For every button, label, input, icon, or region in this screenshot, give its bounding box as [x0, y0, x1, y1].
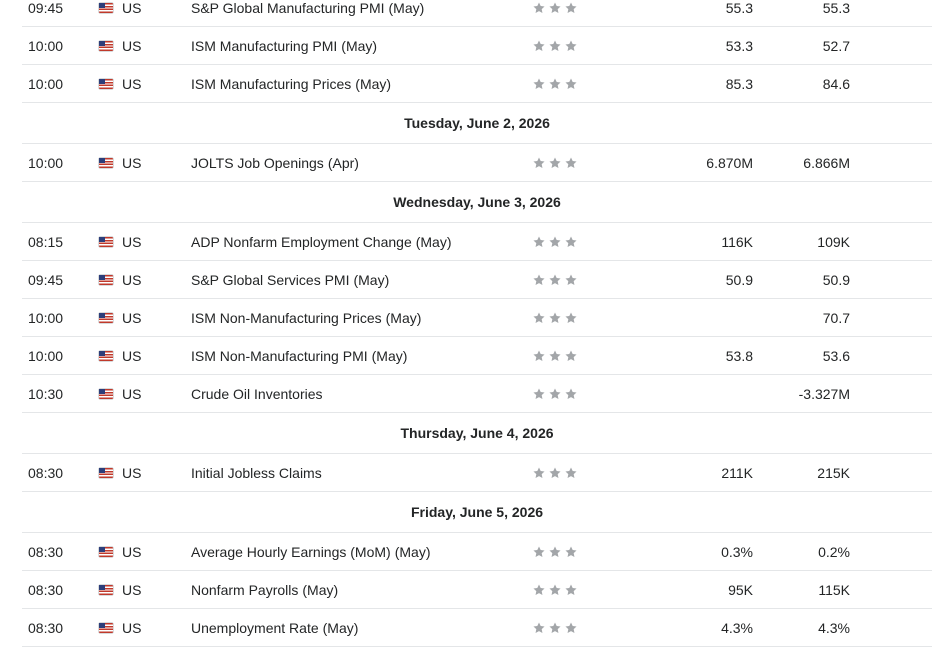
star-icon [564, 311, 578, 325]
event-country [99, 348, 141, 364]
event-period: (May) [385, 309, 422, 326]
event-name-link[interactable] [191, 348, 407, 364]
forecast-value: 215K [817, 464, 850, 481]
country-code: US [122, 154, 142, 171]
event-country [99, 272, 141, 288]
day-header: Friday, June 5, 2026 [22, 492, 932, 533]
event-time: 10:00 [28, 309, 64, 326]
country-code: US [122, 75, 142, 92]
event-name-link[interactable] [191, 0, 424, 16]
star-icon [532, 156, 546, 170]
star-icon [548, 387, 562, 401]
forecast-value: 4.3% [818, 619, 850, 636]
importance-rating [532, 311, 578, 325]
event-name: Crude Oil Inventories [191, 385, 323, 402]
star-icon [564, 621, 578, 635]
event-name-link[interactable] [191, 620, 358, 636]
star-icon [564, 77, 578, 91]
star-icon [532, 311, 546, 325]
event-name: ISM Non-Manufacturing PMI [191, 347, 368, 364]
us-flag-icon [99, 351, 113, 361]
us-flag-icon [99, 623, 113, 633]
event-country [99, 155, 141, 171]
country-code: US [122, 233, 142, 250]
star-icon [548, 466, 562, 480]
importance-rating [532, 583, 578, 597]
day-header: Thursday, June 4, 2026 [22, 413, 932, 454]
event-period: (May) [415, 233, 452, 250]
star-icon [548, 349, 562, 363]
forecast-value: 84.6 [822, 75, 850, 92]
event-name-link[interactable] [191, 544, 431, 560]
star-icon [532, 349, 546, 363]
star-icon [532, 235, 546, 249]
event-country [99, 386, 141, 402]
country-code: US [122, 385, 142, 402]
us-flag-icon [99, 158, 113, 168]
event-time: 10:00 [28, 347, 64, 364]
star-icon [532, 77, 546, 91]
forecast-value: 52.7 [822, 37, 850, 54]
event-name-link[interactable] [191, 38, 377, 54]
star-icon [532, 621, 546, 635]
event-time: 08:30 [28, 464, 64, 481]
actual-value: 4.3% [721, 619, 753, 636]
event-period: (May) [341, 37, 378, 54]
event-time: 08:30 [28, 581, 64, 598]
event-name-link[interactable] [191, 155, 359, 171]
event-row[interactable] [22, 454, 932, 492]
actual-value: 6.870M [706, 154, 753, 171]
event-country [99, 76, 141, 92]
actual-value: 211K [721, 464, 753, 481]
star-icon [532, 1, 546, 15]
event-name: ADP Nonfarm Employment Change [191, 233, 412, 250]
country-code: US [122, 464, 142, 481]
event-time: 10:00 [28, 37, 64, 54]
event-name-link[interactable] [191, 386, 323, 402]
actual-value: 95K [728, 581, 753, 598]
country-code: US [122, 581, 142, 598]
us-flag-icon [99, 3, 113, 13]
event-country [99, 234, 141, 250]
event-row[interactable] [22, 0, 932, 27]
country-code: US [122, 37, 142, 54]
event-period: (May) [371, 347, 408, 364]
us-flag-icon [99, 237, 113, 247]
forecast-value: 115K [818, 581, 850, 598]
forecast-value: 6.866M [803, 154, 850, 171]
star-icon [548, 273, 562, 287]
actual-value: 53.3 [725, 37, 753, 54]
event-name: ISM Non-Manufacturing Prices [191, 309, 382, 326]
event-country [99, 38, 141, 54]
forecast-value: 70.7 [822, 309, 850, 326]
star-icon [564, 349, 578, 363]
event-name: ISM Manufacturing Prices [191, 75, 352, 92]
forecast-value: 53.6 [822, 347, 850, 364]
event-name: S&P Global Services PMI [191, 271, 350, 288]
actual-value: 50.9 [725, 271, 753, 288]
event-time: 10:00 [28, 75, 64, 92]
forecast-value: -3.327M [798, 385, 850, 402]
event-name: S&P Global Manufacturing PMI [191, 0, 385, 16]
importance-rating [532, 387, 578, 401]
importance-rating [532, 466, 578, 480]
event-period: (Apr) [327, 154, 359, 171]
event-name-link[interactable] [191, 465, 322, 481]
event-name: Average Hourly Earnings (MoM) [191, 543, 391, 560]
event-time: 09:45 [28, 271, 64, 288]
event-country [99, 620, 141, 636]
event-period: (May) [388, 0, 425, 16]
event-row[interactable] [22, 144, 932, 182]
country-code: US [122, 543, 142, 560]
star-icon [548, 1, 562, 15]
us-flag-icon [99, 275, 113, 285]
event-country [99, 310, 141, 326]
importance-rating [532, 156, 578, 170]
us-flag-icon [99, 41, 113, 51]
actual-value: 55.3 [725, 0, 753, 16]
star-icon [548, 235, 562, 249]
event-row[interactable] [22, 299, 932, 337]
event-row[interactable] [22, 65, 932, 103]
event-name-link[interactable] [191, 272, 389, 288]
event-name-link[interactable] [191, 582, 338, 598]
actual-value: 85.3 [725, 75, 753, 92]
event-time: 08:15 [28, 233, 64, 250]
event-time: 08:30 [28, 543, 64, 560]
day-header: Tuesday, June 2, 2026 [22, 103, 932, 144]
forecast-value: 55.3 [822, 0, 850, 16]
star-icon [532, 273, 546, 287]
star-icon [532, 387, 546, 401]
event-period: (May) [302, 581, 339, 598]
event-row[interactable] [22, 261, 932, 299]
star-icon [532, 583, 546, 597]
day-header: Wednesday, June 3, 2026 [22, 182, 932, 223]
event-time: 08:30 [28, 619, 64, 636]
country-code: US [122, 0, 142, 16]
event-row[interactable] [22, 571, 932, 609]
event-time: 10:00 [28, 154, 64, 171]
star-icon [548, 621, 562, 635]
star-icon [564, 235, 578, 249]
country-code: US [122, 619, 142, 636]
forecast-value: 109K [817, 233, 850, 250]
event-row[interactable] [22, 375, 932, 413]
event-name-link[interactable] [191, 76, 391, 92]
importance-rating [532, 545, 578, 559]
event-country [99, 582, 141, 598]
economic-calendar-table [22, 0, 932, 647]
event-row[interactable] [22, 609, 932, 647]
importance-rating [532, 77, 578, 91]
star-icon [548, 77, 562, 91]
us-flag-icon [99, 585, 113, 595]
event-name: JOLTS Job Openings [191, 154, 324, 171]
forecast-value: 50.9 [822, 271, 850, 288]
event-country [99, 465, 141, 481]
event-period: (May) [394, 543, 431, 560]
importance-rating [532, 273, 578, 287]
country-code: US [122, 347, 142, 364]
us-flag-icon [99, 547, 113, 557]
star-icon [548, 545, 562, 559]
us-flag-icon [99, 313, 113, 323]
country-code: US [122, 271, 142, 288]
event-time: 10:30 [28, 385, 64, 402]
event-name: ISM Manufacturing PMI [191, 37, 338, 54]
event-row[interactable] [22, 27, 932, 65]
star-icon [564, 156, 578, 170]
star-icon [532, 545, 546, 559]
star-icon [548, 156, 562, 170]
star-icon [548, 583, 562, 597]
star-icon [564, 273, 578, 287]
star-icon [564, 1, 578, 15]
event-name: Nonfarm Payrolls [191, 581, 299, 598]
star-icon [564, 583, 578, 597]
event-country [99, 0, 141, 16]
importance-rating [532, 349, 578, 363]
star-icon [532, 466, 546, 480]
star-icon [532, 39, 546, 53]
us-flag-icon [99, 79, 113, 89]
event-name-link[interactable] [191, 234, 452, 250]
star-icon [564, 387, 578, 401]
star-icon [548, 311, 562, 325]
importance-rating [532, 235, 578, 249]
actual-value: 0.3% [721, 543, 753, 560]
us-flag-icon [99, 389, 113, 399]
star-icon [564, 39, 578, 53]
actual-value: 53.8 [725, 347, 753, 364]
event-name: Initial Jobless Claims [191, 464, 322, 481]
event-row[interactable] [22, 223, 932, 261]
event-name: Unemployment Rate [191, 619, 319, 636]
event-name-link[interactable] [191, 310, 421, 326]
actual-value: 116K [721, 233, 753, 250]
star-icon [564, 466, 578, 480]
event-period: (May) [322, 619, 359, 636]
event-time: 09:45 [28, 0, 64, 16]
event-country [99, 544, 141, 560]
event-period: (May) [353, 271, 390, 288]
star-icon [548, 39, 562, 53]
event-row[interactable] [22, 533, 932, 571]
importance-rating [532, 621, 578, 635]
star-icon [564, 545, 578, 559]
event-row[interactable] [22, 337, 932, 375]
importance-rating [532, 1, 578, 15]
forecast-value: 0.2% [818, 543, 850, 560]
us-flag-icon [99, 468, 113, 478]
importance-rating [532, 39, 578, 53]
event-period: (May) [355, 75, 392, 92]
country-code: US [122, 309, 142, 326]
